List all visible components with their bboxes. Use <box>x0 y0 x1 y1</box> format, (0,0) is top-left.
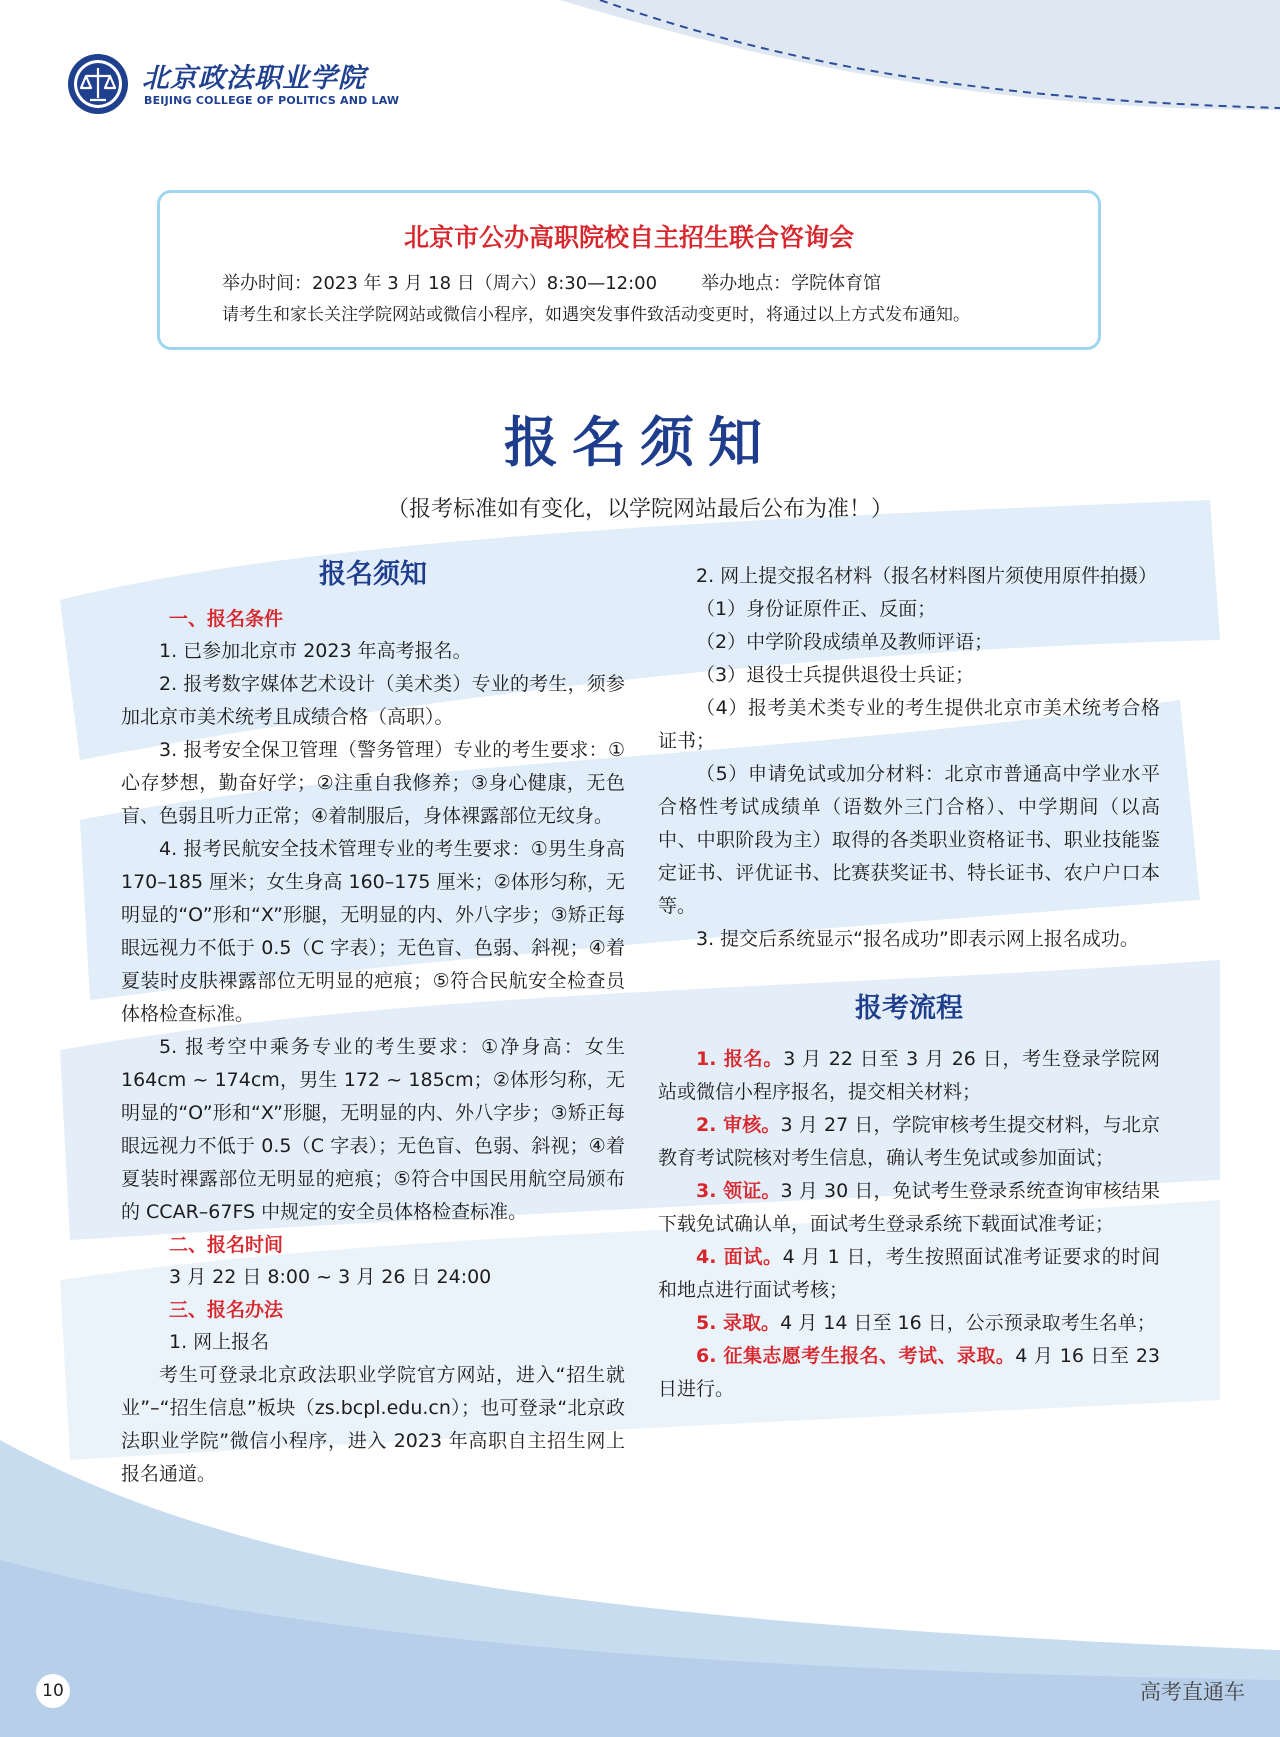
process-step-label: 5. 录取。 <box>696 1312 781 1334</box>
method-online-label: 1. 网上报名 <box>169 1331 270 1353</box>
registration-time: 3 月 22 日 8:00 ~ 3 月 26 日 24:00 <box>169 1266 492 1288</box>
event-notice: 请考生和家长关注学院网站或微信小程序，如遇突发事件致活动变更时，将通过以上方式发布通知。 <box>222 305 970 325</box>
condition-item: 5. 报考空中乘务专业的考生要求：①净身高：女生 164cm ~ 174cm，男生 172 ~ 185cm；②体形匀称，无明显的“O”形和“X”形腿，无明显的内、外八字步；③矫正每眼远视力不低于 0.5（C 字表）；无色盲、色弱、斜视；④着夏装时裸露部位无明显的疤痕；⑤符合中国民用航空局颁布的 CCAR–67FS 中规定的安全员体格检查标准。 <box>121 1036 625 1223</box>
event-place: 举办地点：学院体育馆 <box>701 273 882 294</box>
event-time-place <box>222 269 881 295</box>
event-title: 北京市公办高职院校自主招生联合咨询会 <box>403 223 854 252</box>
materials-intro: 2. 网上提交报名材料（报名材料图片须使用原件拍摄） <box>696 565 1158 587</box>
process-step-text: 4 月 1 日，考生按照面试准考证要求的时间和地点进行面试考核； <box>658 1246 1161 1301</box>
process-step <box>658 1307 1160 1340</box>
page-title: 报名须知 <box>504 411 776 474</box>
school-logo <box>66 52 446 118</box>
process-step-label: 4. 面试。 <box>696 1246 783 1268</box>
material-item: （2）中学阶段成绩单及教师评语； <box>696 631 994 653</box>
school-seal-icon <box>66 52 130 116</box>
process-step <box>658 1109 1160 1175</box>
process-step <box>658 1175 1160 1241</box>
process-step-label: 3. 领证。 <box>696 1180 781 1202</box>
material-item: （3）退役士兵提供退役士兵证； <box>696 664 975 686</box>
event-info-box <box>157 190 1101 350</box>
process-step-text: 4 月 16 日至 23 日进行。 <box>658 1345 1160 1400</box>
page-subtitle: （报考标准如有变化，以学院网站最后公布为准！） <box>386 497 893 522</box>
process-step <box>658 1241 1160 1307</box>
page-number: 10 <box>36 1674 70 1708</box>
process-step-label: 6. 征集志愿考生报名、考试、录取。 <box>696 1345 1016 1367</box>
school-name-en: BEIJING COLLEGE OF POLITICS AND LAW <box>144 94 400 107</box>
material-item: （4）报考美术类专业的考生提供北京市美术统考合格证书； <box>658 697 1160 752</box>
process-step-text: 3 月 30 日，免试考生登录系统查询审核结果下载免试确认单，面试考生登录系统下载面试准考证； <box>658 1180 1160 1235</box>
condition-item: 1. 已参加北京市 2023 年高考报名。 <box>159 640 472 662</box>
event-time: 举办时间：2023 年 3 月 18 日（周六）8:30—12:00 <box>222 273 658 294</box>
section-title-process: 报考流程 <box>855 993 963 1024</box>
time-heading: 二、报名时间 <box>169 1234 284 1256</box>
process-step-label: 1. 报名。 <box>696 1048 784 1070</box>
material-item: （5）申请免试或加分材料：北京市普通高中学业水平合格性考试成绩单（语数外三门合格）、中学期间（以高中、中职阶段为主）取得的各类职业资格证书、职业技能鉴定证书、评优证书、比赛获奖证书、特长证书、农户户口本等。 <box>658 763 1160 917</box>
process-step <box>658 1340 1160 1406</box>
right-column <box>658 560 1160 1406</box>
top-wave-shape <box>560 0 1280 110</box>
condition-item: 2. 报考数字媒体艺术设计（美术类）专业的考生，须参加北京市美术统考且成绩合格（高职）。 <box>121 673 625 728</box>
section-title-notice: 报名须知 <box>319 559 427 590</box>
conditions-heading: 一、报名条件 <box>169 608 284 630</box>
left-column <box>121 552 625 1491</box>
process-step-label: 2. 审核。 <box>696 1114 781 1136</box>
material-item: （1）身份证原件正、反面； <box>696 598 937 620</box>
process-step-text: 4 月 14 日至 16 日，公示预录取考生名单； <box>780 1312 1156 1334</box>
method-heading: 三、报名办法 <box>169 1299 284 1321</box>
school-name-cn: 北京政法职业学院 <box>142 63 366 94</box>
method-online-text: 考生可登录北京政法职业学院官方网站，进入“招生就业”–“招生信息”板块（zs.bcpl.edu.cn）；也可登录“北京政法职业学院”微信小程序，进入 2023 年高职自主招生网上报名通道。 <box>121 1364 625 1485</box>
process-step <box>658 1043 1160 1109</box>
process-step-text: 3 月 22 日至 3 月 26 日，考生登录学院网站或微信小程序报名，提交相关材料； <box>658 1048 1160 1103</box>
footer-brand: 高考直通车 <box>1140 1680 1245 1704</box>
condition-item: 4. 报考民航安全技术管理专业的考生要求：①男生身高 170–185 厘米；女生身高 160–175 厘米；②体形匀称，无明显的“O”形和“X”形腿，无明显的内、外八字步；③矫正每眼远视力不低于 0.5（C 字表）；无色盲、色弱、斜视；④着夏装时皮肤裸露部位无明显的疤痕；⑤符合民航安全检查员体格检查标准。 <box>121 838 625 1025</box>
submit-note: 3. 提交后系统显示“报名成功”即表示网上报名成功。 <box>696 928 1139 950</box>
process-step-text: 3 月 27 日，学院审核考生提交材料，与北京教育考试院核对考生信息，确认考生免试或参加面试； <box>658 1114 1160 1169</box>
condition-item: 3. 报考安全保卫管理（警务管理）专业的考生要求：①心存梦想，勤奋好学；②注重自我修养；③身心健康，无色盲、色弱且听力正常；④着制服后，身体裸露部位无纹身。 <box>121 739 625 827</box>
